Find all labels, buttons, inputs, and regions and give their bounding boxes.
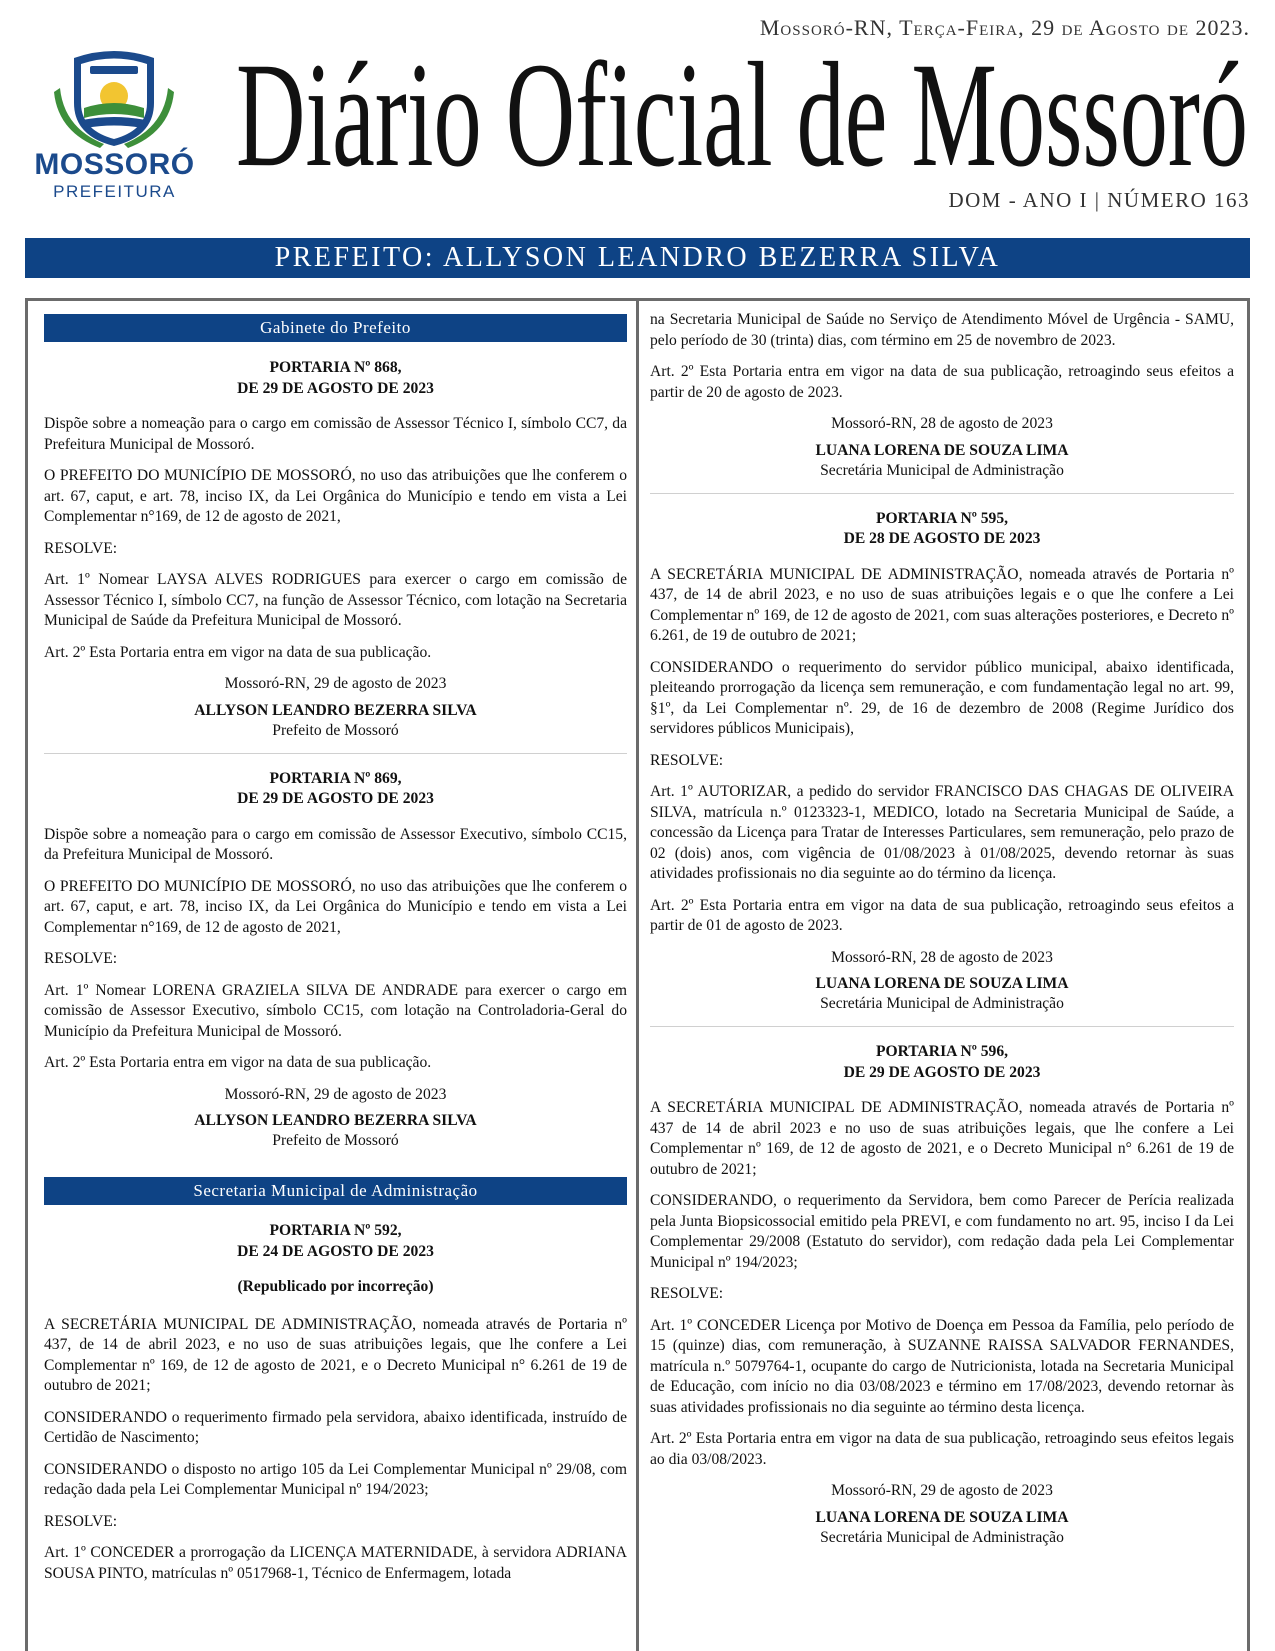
paragraph: CONSIDERANDO, o requerimento da Servidora, bem como Parecer de Perícia realizada pela Junta Biopsicossocial emitido pela PREVI, e com fundamento no art. 95, inciso I da Lei Complementar 29/2008 (Estatuto do servidor), com redação dada pela Lei Complementar Municipal nº 194/2023; bbox=[650, 1192, 1234, 1271]
paragraph: Art. 2º Esta Portaria entra em vigor na data de sua publicação. bbox=[44, 643, 432, 661]
place-date: Mossoró-RN, 29 de agosto de 2023 bbox=[224, 1085, 447, 1103]
issue-number: DOM - ANO I | NÚMERO 163 bbox=[948, 188, 1250, 212]
right-column bbox=[650, 310, 1234, 1548]
paragraph: Art. 1º Nomear LORENA GRAZIELA SILVA DE ANDRADE para exercer o cargo em comissão de Assessor Executivo, símbolo CC15, com lotação na Controladoria-Geral do Município da Prefeitura Municipal de Mossoró. bbox=[44, 981, 627, 1040]
portaria-595 bbox=[650, 509, 1234, 1015]
place-date: Mossoró-RN, 29 de agosto de 2023 bbox=[224, 675, 447, 692]
signer-role: Prefeito de Mossoró bbox=[272, 721, 399, 739]
paragraph: Dispõe sobre a nomeação para o cargo em comissão de Assessor Executivo, símbolo CC15, da Prefeitura Municipal de Mossoró. bbox=[44, 825, 627, 863]
paragraph: O PREFEITO DO MUNICÍPIO DE MOSSORÓ, no uso das atribuições que lhe conferem o art. 67, caput, e art. 78, inciso IX, da Lei Orgânica do Município e tendo em vista a Lei Complementar n°169, de 12 de agosto de 2021, bbox=[44, 877, 627, 936]
mayor-banner: PREFEITO: ALLYSON LEANDRO BEZERRA SILVA bbox=[25, 238, 1250, 278]
portaria-868 bbox=[44, 358, 627, 741]
section-header-administracao: Secretaria Municipal de Administração bbox=[44, 1177, 627, 1205]
prefeitura-logo bbox=[22, 48, 207, 206]
paragraph: RESOLVE: bbox=[44, 1512, 118, 1530]
place-date: Mossoró-RN, 28 de agosto de 2023 bbox=[831, 948, 1053, 966]
paragraph: na Secretaria Municipal de Saúde no Serviço de Atendimento Móvel de Urgência - SAMU, pelo período de 30 (trinta) dias, com término em 25 de novembro de 2023. bbox=[650, 311, 1234, 349]
signature bbox=[44, 701, 627, 741]
logo-wordmark: MOSSORÓ bbox=[34, 148, 195, 181]
portaria-title bbox=[44, 1221, 627, 1262]
portaria-date: DE 28 DE AGOSTO DE 2023 bbox=[843, 530, 1041, 547]
paragraph: A SECRETÁRIA MUNICIPAL DE ADMINISTRAÇÃO, nomeada através de Portaria nº 437, de 14 de abril 2023, e no uso de suas atribuições legais, que lhe confere a Lei Complementar nº 169, de 12 de agosto de 2021, e o Decreto Municipal n° 6.261 de 19 de outubro de 2021; bbox=[44, 1315, 627, 1394]
coat-of-arms-icon bbox=[54, 48, 174, 148]
signer-name: LUANA LORENA DE SOUZA LIMA bbox=[815, 975, 1069, 992]
signature bbox=[650, 974, 1234, 1014]
publication-title bbox=[232, 40, 1252, 190]
separator bbox=[44, 753, 627, 754]
paragraph: Dispõe sobre a nomeação para o cargo em comissão de Assessor Técnico I, símbolo CC7, da Prefeitura Municipal de Mossoró. bbox=[44, 415, 627, 453]
signer-name: LUANA LORENA DE SOUZA LIMA bbox=[815, 1508, 1069, 1526]
paragraph: RESOLVE: bbox=[44, 950, 118, 967]
paragraph: Art. 2º Esta Portaria entra em vigor na data de sua publicação, retroagindo seus efeitos legais ao dia 03/08/2023. bbox=[650, 1430, 1234, 1468]
portaria-title bbox=[650, 509, 1234, 550]
paragraph: Art. 2º Esta Portaria entra em vigor na data de sua publicação, retroagindo seus efeitos a partir de 20 de agosto de 2023. bbox=[650, 363, 1234, 401]
portaria-number: PORTARIA Nº 592, bbox=[269, 1222, 402, 1239]
place-date: Mossoró-RN, 29 de agosto de 2023 bbox=[831, 1482, 1053, 1499]
republication-note: (Republicado por incorreção) bbox=[237, 1278, 434, 1295]
paragraph: O PREFEITO DO MUNICÍPIO DE MOSSORÓ, no uso das atribuições que lhe conferem o art. 67, caput, e art. 78, inciso IX, da Lei Orgânica do Município e tendo em vista a Lei Complementar n°169, de 12 de agosto de 2021, bbox=[44, 467, 627, 525]
portaria-title bbox=[650, 1042, 1234, 1083]
signer-name: ALLYSON LEANDRO BEZERRA SILVA bbox=[194, 1112, 477, 1129]
signer-name: ALLYSON LEANDRO BEZERRA SILVA bbox=[194, 701, 477, 719]
paragraph: CONSIDERANDO o requerimento do servidor público municipal, abaixo identificada, pleiteando prorrogação da licença sem remuneração, e com fundamentação legal no art. 99, §1º, da Lei Complementar nº. 29, de 16 de dezembro de 2008 (Regime Jurídico dos servidores públicos Municipais), bbox=[650, 658, 1234, 737]
separator bbox=[650, 1026, 1234, 1027]
dateline: Mossoró-RN, Terça-Feira, 29 de Agosto de 2023. bbox=[759, 15, 1250, 40]
spacer bbox=[44, 1151, 627, 1169]
portaria-title bbox=[44, 358, 627, 399]
portaria-number: PORTARIA Nº 595, bbox=[875, 509, 1009, 527]
signature bbox=[650, 1508, 1234, 1548]
paragraph: CONSIDERANDO o requerimento firmado pela servidora, abaixo identificada, instruído de Certidão de Nascimento; bbox=[44, 1408, 627, 1446]
signer-name: LUANA LORENA DE SOUZA LIMA bbox=[815, 441, 1069, 459]
column-divider bbox=[636, 298, 639, 1651]
signature bbox=[44, 1111, 627, 1151]
signer-role: Secretária Municipal de Administração bbox=[820, 995, 1064, 1012]
portaria-date: DE 29 DE AGOSTO DE 2023 bbox=[237, 790, 434, 807]
signer-role: Secretária Municipal de Administração bbox=[820, 461, 1064, 479]
logo-subtitle: PREFEITURA bbox=[53, 182, 176, 201]
portaria-number: PORTARIA Nº 868, bbox=[269, 359, 402, 376]
signer-role: Secretária Municipal de Administração bbox=[820, 1528, 1064, 1546]
paragraph: Art. 2º Esta Portaria entra em vigor na data de sua publicação, retroagindo seus efeitos a partir de 01 de agosto de 2023. bbox=[650, 896, 1234, 934]
masthead bbox=[0, 0, 1275, 240]
paragraph: CONSIDERANDO o disposto no artigo 105 da Lei Complementar Municipal nº 29/08, com redação dada pela Lei Complementar Municipal nº 194/2023; bbox=[44, 1460, 627, 1498]
portaria-date: DE 29 DE AGOSTO DE 2023 bbox=[843, 1063, 1041, 1081]
portaria-date: DE 29 DE AGOSTO DE 2023 bbox=[237, 379, 434, 397]
portaria-title bbox=[44, 769, 627, 810]
paragraph: Art. 1º AUTORIZAR, a pedido do servidor FRANCISCO DAS CHAGAS DE OLIVEIRA SILVA, matrícula n.º 0123323-1, MEDICO, lotado na Secretaria Municipal de Saúde, a concessão da Licença para Tratar de Interesses Particulares, sem remuneração, pelo prazo de 02 (dois) anos, com vigência de 01/08/2023 à 01/08/2025, devendo retornar às suas atividades profissionais no dia seguinte ao do término da licença. bbox=[650, 783, 1234, 882]
separator bbox=[650, 493, 1234, 494]
portaria-number: PORTARIA Nº 869, bbox=[269, 769, 402, 787]
paragraph: Art. 2º Esta Portaria entra em vigor na data de sua publicação. bbox=[44, 1054, 432, 1071]
paragraph: A SECRETÁRIA MUNICIPAL DE ADMINISTRAÇÃO, nomeada através de Portaria nº 437 de 14 de abril 2023 e no uso de suas atribuições legais, que lhe confere a Lei Complementar nº 169, de 12 de agosto de 2021, e o Decreto Municipal n° 6.261 de 19 de outubro de 2021; bbox=[650, 1099, 1234, 1178]
signer-role: Prefeito de Mossoró bbox=[272, 1132, 399, 1149]
portaria-number: PORTARIA Nº 596, bbox=[875, 1043, 1009, 1060]
paragraph: RESOLVE: bbox=[650, 1285, 724, 1302]
signature bbox=[650, 441, 1234, 481]
portaria-869 bbox=[44, 769, 627, 1152]
paragraph: Art. 1º CONCEDER Licença por Motivo de Doença em Pessoa da Família, pelo período de 15 (quinze) dias, com remuneração, à SUZANNE RAISSA SALVADOR FERNANDES, matrícula n.º 5079764-1, ocupante do cargo de Nutricionista, lotada na Secretaria Municipal de Educação, com início no dia 03/08/2023 e término em 17/08/2023, devendo retornar às suas atividades profissionais no dia seguinte ao término desta licença. bbox=[650, 1316, 1234, 1416]
paragraph: RESOLVE: bbox=[44, 539, 118, 557]
section-header-gabinete: Gabinete do Prefeito bbox=[44, 314, 627, 342]
paragraph: Art. 1º CONCEDER a prorrogação da LICENÇA MATERNIDADE, à servidora ADRIANA SOUSA PINTO, matrículas nº 0517968-1, Técnico de Enfermagem, lotada bbox=[44, 1544, 627, 1582]
place-date: Mossoró-RN, 28 de agosto de 2023 bbox=[831, 415, 1053, 432]
left-column bbox=[44, 306, 627, 1595]
portaria-596 bbox=[650, 1042, 1234, 1548]
portaria-date: DE 24 DE AGOSTO DE 2023 bbox=[237, 1242, 434, 1260]
portaria-592-continued bbox=[650, 310, 1234, 481]
paragraph: A SECRETÁRIA MUNICIPAL DE ADMINISTRAÇÃO, nomeada através de Portaria nº 437, de 14 de abril 2023, e no uso de suas atribuições legais e o que lhe confere a Lei Complementar nº 169, de 12 de agosto de 2021, com suas alterações posteriores, e Decreto nº 6.261, de 19 de outubro de 2021; bbox=[650, 565, 1234, 644]
portaria-592 bbox=[44, 1221, 627, 1584]
title-text: Diário Oficial de Mossoró bbox=[236, 40, 1248, 190]
paragraph: RESOLVE: bbox=[650, 751, 724, 769]
paragraph: Art. 1º Nomear LAYSA ALVES RODRIGUES para exercer o cargo em comissão de Assessor Técnico I, símbolo CC7, na função de Assessor Técnico, com lotação na Secretaria Municipal de Saúde da Prefeitura Municipal de Mossoró. bbox=[44, 571, 627, 629]
